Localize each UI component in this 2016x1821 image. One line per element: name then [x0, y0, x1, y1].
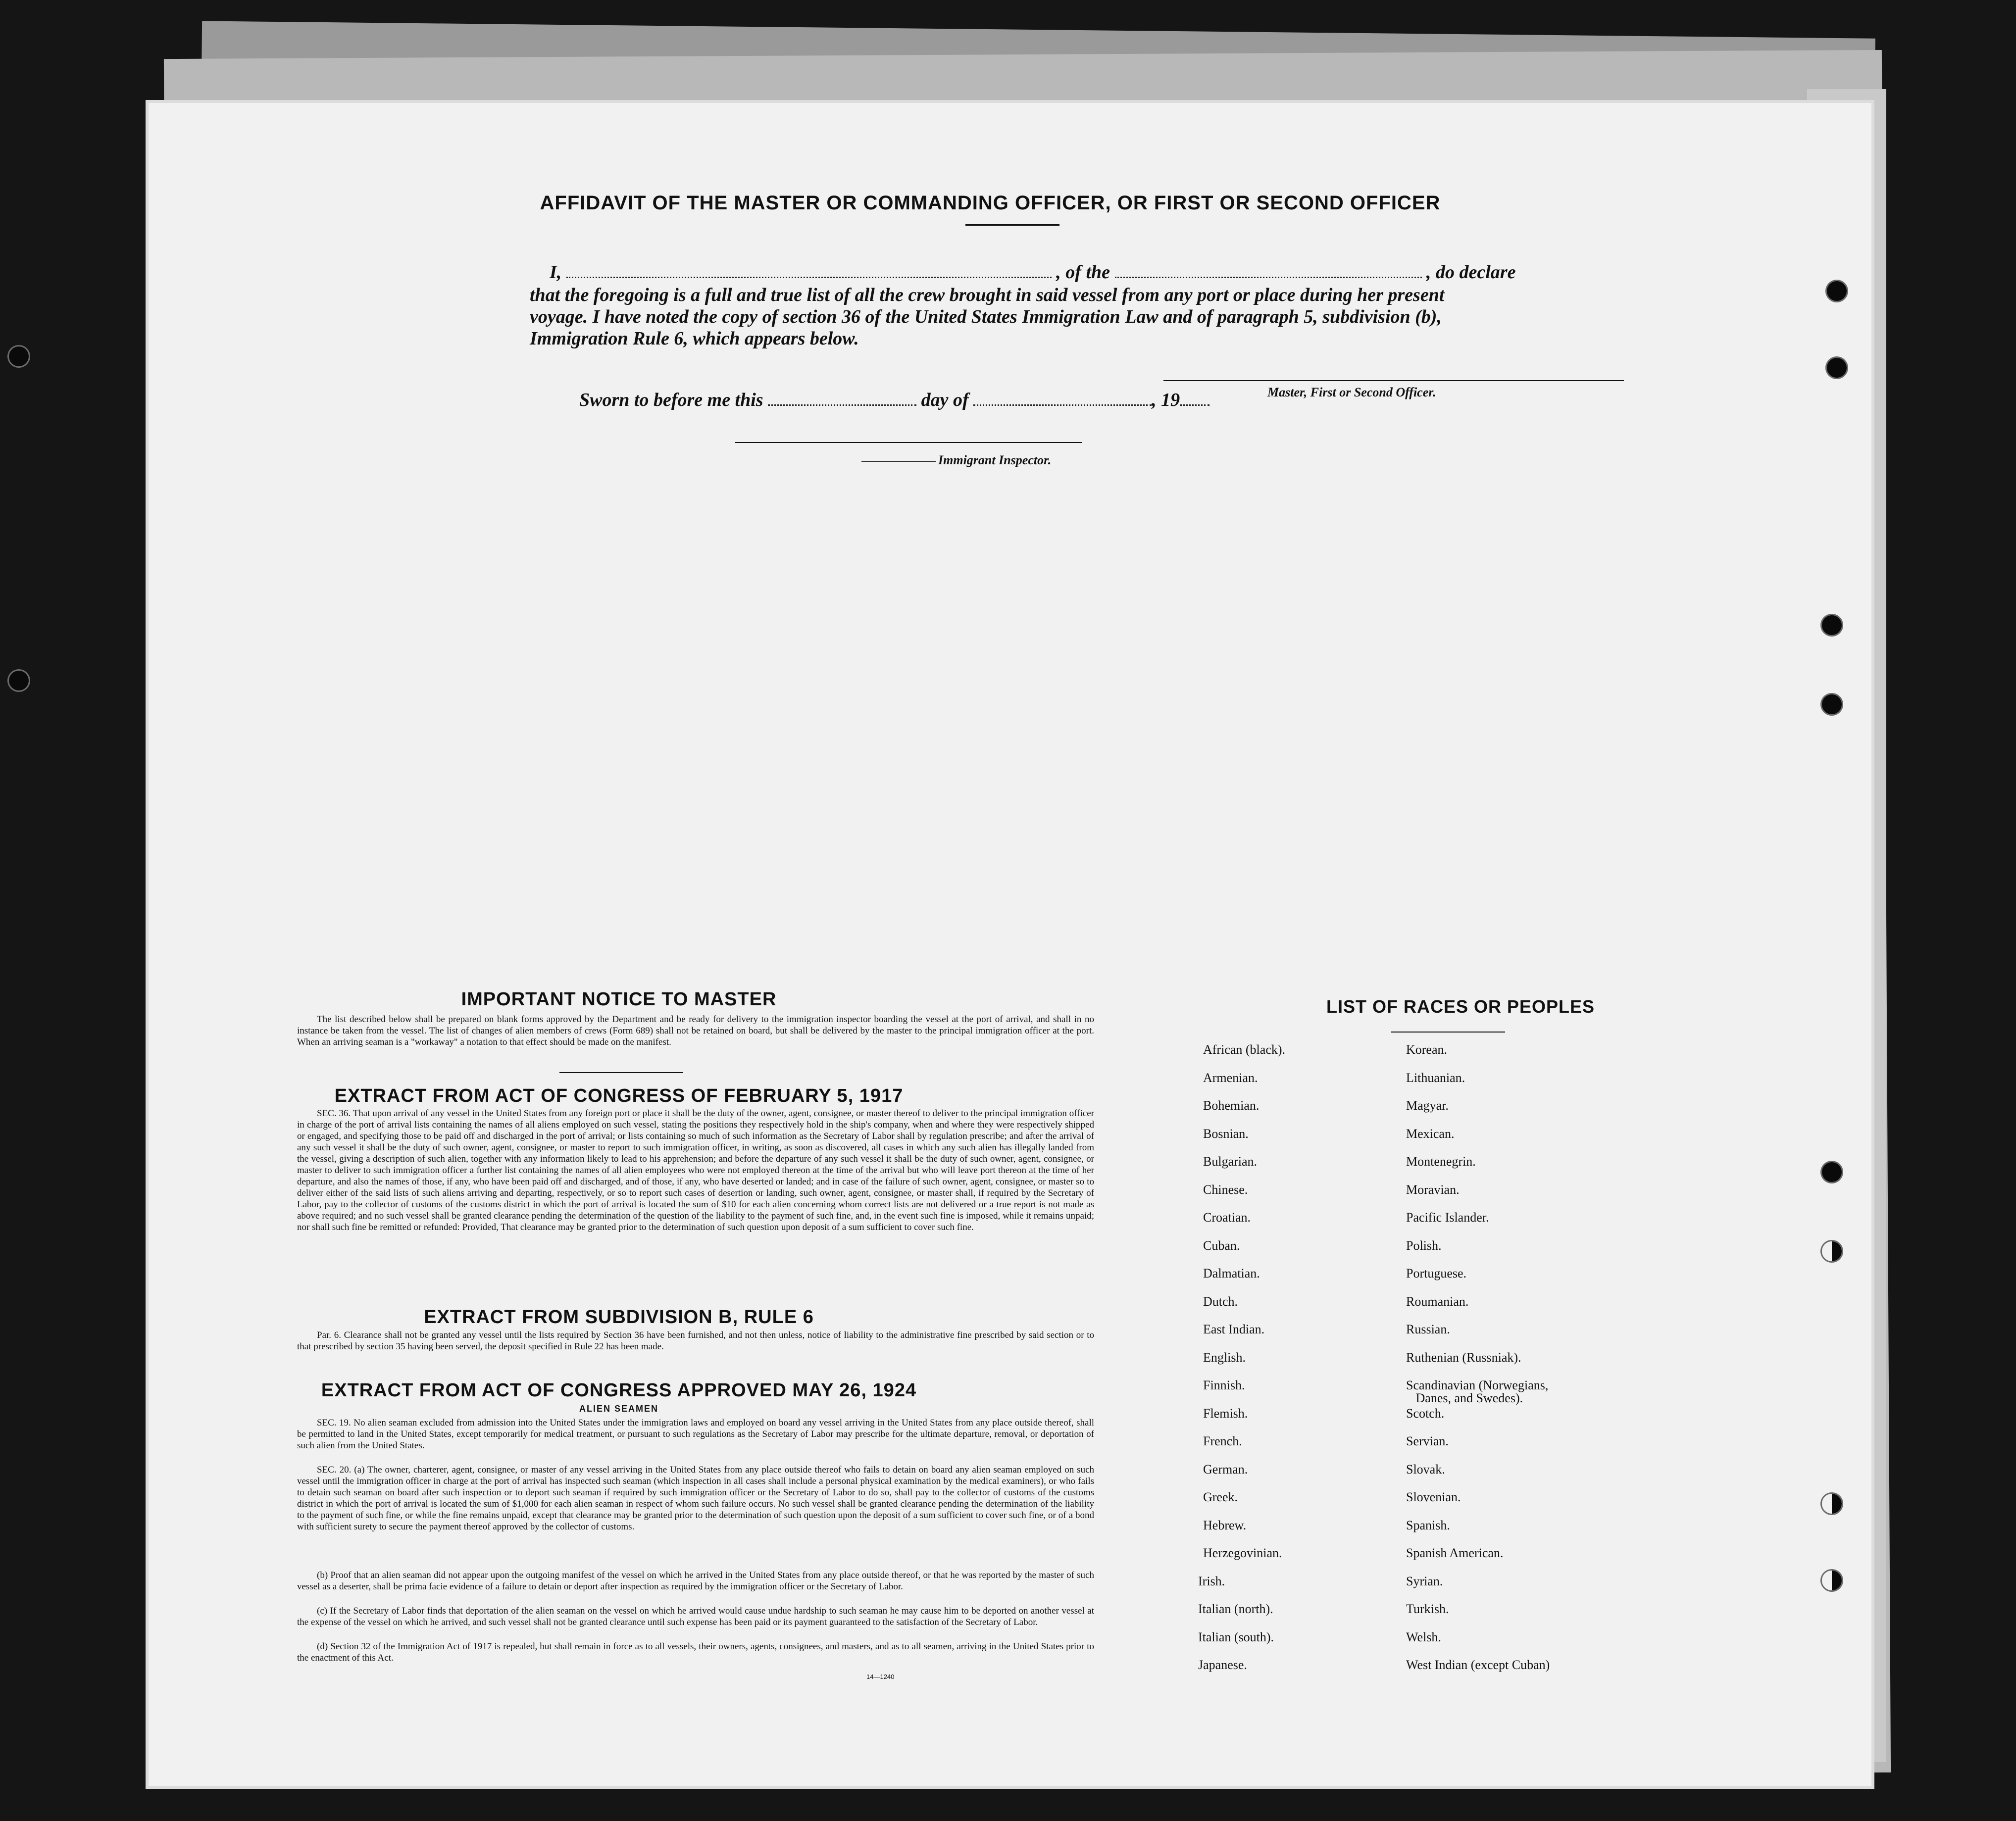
declaration-line-4: Immigration Rule 6, which appears below. [530, 328, 859, 349]
race-item: Montenegrin. [1406, 1154, 1476, 1169]
punch-hole [1822, 1162, 1842, 1182]
race-item: Spanish American. [1406, 1546, 1504, 1560]
race-item: Italian (north). [1198, 1602, 1273, 1616]
race-item: German. [1203, 1462, 1248, 1476]
race-item: African (black). [1203, 1042, 1286, 1057]
races-title: LIST OF RACES OR PEOPLES [1326, 996, 1595, 1017]
race-item: Servian. [1406, 1434, 1449, 1448]
declaration-line-1 [550, 261, 1515, 283]
master-signature-label: Master, First or Second Officer. [1267, 385, 1436, 399]
extract-rule6-text: Par. 6. Clearance shall not be granted any vessel until the lists required by Section 36 have been furnished, and not then unless, notice of liability to the administrative fine prescribed by said section or to that prescribed by section 35 having been served, the deposit specified in Rule 22 has been made. [297, 1330, 1094, 1352]
sec20d-text: (d) Section 32 of the Immigration Act of 1917 is repealed, but shall remain in force as to all vessels, their owners, agents, consignees, and masters, and as to all seamen, arriving in the United States prior to the enactment of this Act. [297, 1641, 1094, 1663]
race-item: Slovak. [1406, 1462, 1445, 1476]
race-item: Slovenian. [1406, 1490, 1461, 1504]
master-signature-line[interactable] [1163, 380, 1624, 381]
race-item: Moravian. [1406, 1182, 1460, 1197]
race-item: Turkish. [1406, 1602, 1449, 1616]
race-item: East Indian. [1203, 1322, 1265, 1336]
race-item: Polish. [1406, 1238, 1442, 1253]
race-item: Ruthenian (Russniak). [1406, 1350, 1521, 1365]
race-item: Bosnian. [1203, 1126, 1249, 1141]
race-item: Bulgarian. [1203, 1154, 1258, 1169]
race-item: West Indian (except Cuban) [1406, 1658, 1550, 1672]
divider [559, 1072, 683, 1073]
punch-hole [1822, 1241, 1842, 1261]
race-item: Russian. [1406, 1322, 1450, 1336]
race-item: Chinese. [1203, 1182, 1248, 1197]
i-label: I, [550, 262, 562, 283]
race-item: Greek. [1203, 1490, 1238, 1504]
sworn-label: Sworn to before me this [579, 390, 763, 410]
race-item: Dutch. [1203, 1294, 1238, 1309]
document-page [149, 103, 1871, 1786]
race-item: Finnish. [1203, 1378, 1245, 1392]
race-item: Cuban. [1203, 1238, 1240, 1253]
punch-hole [9, 671, 29, 690]
race-item: Herzegovinian. [1203, 1546, 1282, 1560]
vessel-blank[interactable] [1115, 263, 1422, 278]
sworn-day-blank[interactable] [768, 391, 916, 406]
race-item: Flemish. [1203, 1406, 1248, 1421]
day-of-label: day of [921, 390, 969, 410]
race-item: Italian (south). [1198, 1629, 1274, 1644]
extract-1917-text: SEC. 36. That upon arrival of any vessel in the United States from any foreign port or place it shall be the duty of the owner, agent, consignee, or master thereof to deliver to the principal immigration officer in charge of the port of arrival lists containing the names of all aliens employed on such vessel, stating the positions they respectively hold in the ship's company, when and where they were respectively shipped or engaged, and specifying those to be paid off and discharged in the port of arrival; or lists containing so much of such information as the Secretary of Labor shall by regulation prescribe; and after the arrival of any such vessel it shall be the duty of such owner, agent, consignee, or master to report to such immigration officer, in writing, as soon as discovered, all cases in which any such alien has illegally landed from the vessel, giving a description of such alien, together with any information likely to lead to his apprehension; and before the departure of any such vessel it shall be the duty of such owner, agent, consignee, or master to deliver to such immigration officer a further list containing the names of all alien employees who were not employed thereon at the time of the arrival but who will leave port thereon at the time of her departure, and also the names of those, if any, who have been paid off and discharged, and of those, if any, who have deserted or landed; and in case of the failure of such owner, agent, consignee, or master so to deliver either of the said lists of such aliens arriving and departing, respectively, or so to report such cases of desertion or landing, such owner, agent, consignee, or master shall, if required by the Secretary of Labor, pay to the collector of customs of the customs district in which the port of arrival is located the sum of $10 for each alien concerning whom correct lists are not delivered or a true report is not made as above required; and no such vessel shall be granted clearance pending the determination of the question of the liability to the payment of such fine, and, in the event such fine is imposed, while it remains unpaid; nor shall such fine be remitted or refunded: Provided, That clearance may be granted prior to the determination of such question upon deposit of a sum sufficient to cover such fine. [297, 1108, 1094, 1232]
race-item: Syrian. [1406, 1574, 1443, 1588]
punch-hole [1822, 615, 1842, 635]
race-item: English. [1203, 1350, 1246, 1365]
race-item: Korean. [1406, 1042, 1448, 1057]
race-item: Roumanian. [1406, 1294, 1469, 1309]
affidavit-title: AFFIDAVIT OF THE MASTER OR COMMANDING OFFICER, OR FIRST OR SECOND OFFICER [540, 192, 1441, 214]
race-item: Dalmatian. [1203, 1266, 1260, 1280]
race-item: Scotch. [1406, 1406, 1445, 1421]
declaration-line-3: voyage. I have noted the copy of section 36 of the United States Immigration Law and of paragraph 5, subdivision (b), [530, 306, 1442, 327]
extract-rule6-title: EXTRACT FROM SUBDIVISION B, RULE 6 [424, 1307, 814, 1328]
races-underline [1391, 1032, 1505, 1033]
race-item: Scandinavian (Norwegians, Danes, and Swedes). [1406, 1378, 1549, 1405]
punch-hole [1827, 281, 1847, 301]
extract-1917-title: EXTRACT FROM ACT OF CONGRESS OF FEBRUARY 5, 1917 [334, 1085, 904, 1106]
race-item: Welsh. [1406, 1629, 1441, 1644]
race-item: Mexican. [1406, 1126, 1455, 1141]
race-item: Spanish. [1406, 1518, 1450, 1532]
notice-title: IMPORTANT NOTICE TO MASTER [461, 989, 777, 1010]
notice-text: The list described below shall be prepared on blank forms approved by the Department and be ready for delivery to the immigration inspector boarding the vessel at the port of arrival, and shall in no instance be taken from the vessel. The list of changes of alien members of crews (Form 689) shall not be retained on board, but shall be delivered by the master to the principal immigration officer at the port. When an arriving seaman is a "workaway" a notation to that effect should be made on the manifest. [297, 1014, 1094, 1047]
race-item: Japanese. [1198, 1658, 1247, 1672]
sec20a-text: SEC. 20. (a) The owner, charterer, agent, consignee, or master of any vessel arriving in the United States from any place outside thereof who fails to detain on board any alien seaman employed on such vessel until the immigration officer in charge at the port of arrival has inspected such seaman (which inspection in all cases shall include a personal physical examination by the medical examiners), or who fails to detain such seaman on board after such inspection or to deport such seaman if required by such immigration officer or the Secretary of Labor to do so, shall pay to the collector of customs of the customs district in which the port of arrival is located the sum of $1,000 for each alien seaman in respect of whom such failure occurs. No such vessel shall be granted clearance pending the determination of the liability to the payment of such fine, or while the fine remains unpaid, except that clearance may be granted prior to the determination of such question upon the deposit of a sum sufficient to cover such fine, or of a bond with sufficient surety to secure the payment thereof approved by the collector of customs. [297, 1465, 1094, 1532]
punch-hole [1822, 1571, 1842, 1590]
punch-hole [1822, 1494, 1842, 1514]
year-blank[interactable] [1180, 391, 1210, 406]
sworn-month-blank[interactable] [973, 391, 1152, 406]
race-item: Lithuanian. [1406, 1070, 1465, 1085]
sec19-text: SEC. 19. No alien seaman excluded from admission into the United States under the immigration laws and employed on board any vessel arriving in the United States from any place outside thereof, shall be permitted to land in the United States, except temporarily for medical treatment, or pursuant to such regulations as the Secretary of Labor may prescribe for the ultimate departure, removal, or deportation of such alien from the United States. [297, 1418, 1094, 1451]
race-item: Bohemian. [1203, 1098, 1260, 1113]
punch-hole [9, 346, 29, 366]
race-item: Pacific Islander. [1406, 1210, 1489, 1225]
sec20b-text: (b) Proof that an alien seaman did not appear upon the outgoing manifest of the vessel on which he arrived in the United States from any place outside thereof, or that he was reported by the master of such vessel as a deserter, shall be prima facie evidence of a failure to detain or deport after inspection as required by the immigration officer or the Secretary of Labor. [297, 1570, 1094, 1592]
form-number: 14—1240 [866, 1673, 895, 1680]
alien-seamen-subtitle: ALIEN SEAMEN [579, 1404, 658, 1414]
of-the-label: , of the [1056, 262, 1110, 283]
year-label: , 19 [1152, 390, 1180, 410]
race-item: Armenian. [1203, 1070, 1258, 1085]
punch-hole [1822, 694, 1842, 714]
sworn-line [579, 389, 1210, 411]
title-underline [965, 224, 1059, 226]
race-item: Croatian. [1203, 1210, 1251, 1225]
inspector-signature-line[interactable] [735, 442, 1082, 443]
inspector-dash [861, 461, 936, 462]
sec20c-text: (c) If the Secretary of Labor finds that deportation of the alien seaman on the vessel on which he arrived would cause undue hardship to such seaman he may cause him to be deported on another vessel at the expense of the vessel on which he arrived, and such vessel shall not be granted clearance until such expense has been paid or its payment guaranteed to the satisfaction of the Secretary of Labor. [297, 1606, 1094, 1627]
race-item: Magyar. [1406, 1098, 1449, 1113]
do-declare-label: , do declare [1426, 262, 1516, 283]
race-item: French. [1203, 1434, 1242, 1448]
inspector-label: Immigrant Inspector. [938, 453, 1052, 467]
name-blank[interactable] [566, 263, 1052, 278]
declaration-line-2: that the foregoing is a full and true list of all the crew brought in said vessel from any port or place during her present [530, 285, 1445, 305]
punch-hole [1827, 358, 1847, 378]
race-item: Irish. [1198, 1574, 1225, 1588]
race-item: Hebrew. [1203, 1518, 1247, 1532]
race-item: Portuguese. [1406, 1266, 1467, 1280]
bleed-through-text [337, 108, 1772, 138]
extract-1924-title: EXTRACT FROM ACT OF CONGRESS APPROVED MAY 26, 1924 [321, 1380, 917, 1401]
